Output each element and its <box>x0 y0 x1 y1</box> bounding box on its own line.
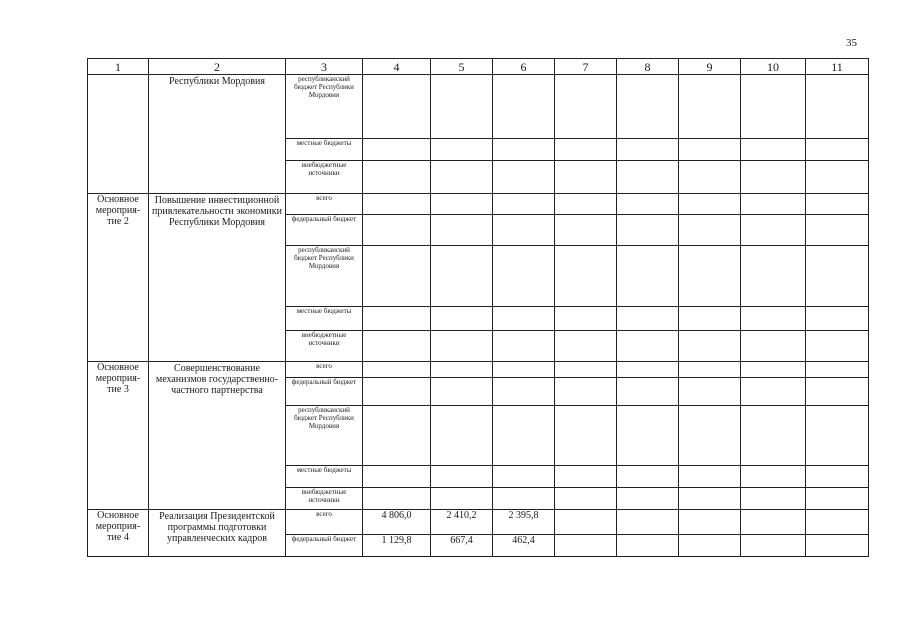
column-header: 10 <box>741 59 806 75</box>
funding-source-cell: республиканский бюджет Республики Мордовия <box>286 75 363 139</box>
value-cell <box>431 362 493 378</box>
event-name-cell: Повышение инвестиционной привлекательности экономики Республики Мордовия <box>149 194 286 362</box>
table-row <box>88 362 869 378</box>
value-cell <box>431 246 493 307</box>
value-cell <box>431 215 493 246</box>
funding-source-cell: федеральный бюджет <box>286 215 363 246</box>
value-cell <box>493 406 555 466</box>
column-header: 11 <box>806 59 869 75</box>
value-cell <box>363 215 431 246</box>
value-cell <box>493 488 555 510</box>
budget-table <box>87 58 869 557</box>
table-row <box>88 75 869 139</box>
value-cell <box>363 331 431 362</box>
value-cell <box>493 331 555 362</box>
event-name-cell: Республики Мордовия <box>149 75 286 194</box>
value-cell <box>493 466 555 488</box>
table-row <box>88 510 869 535</box>
value-cell <box>431 75 493 139</box>
value-cell <box>493 139 555 161</box>
funding-source-cell: местные бюджеты <box>286 307 363 331</box>
event-cell: Основное мероприя-тие 2 <box>88 194 149 362</box>
column-header: 8 <box>617 59 679 75</box>
value-cell <box>431 307 493 331</box>
funding-source-cell: местные бюджеты <box>286 466 363 488</box>
value-cell <box>363 194 431 215</box>
value-cell <box>363 139 431 161</box>
funding-source-cell: внебюджетные источники <box>286 488 363 510</box>
event-name-cell: Реализация Президентской программы подготовки управленческих кадров <box>149 510 286 557</box>
value-cell: 2 410,2 <box>431 510 493 535</box>
column-header: 6 <box>493 59 555 75</box>
value-cell: 462,4 <box>493 535 555 557</box>
value-cell <box>431 488 493 510</box>
column-header: 7 <box>555 59 617 75</box>
page-number: 35 <box>846 37 857 49</box>
funding-source-cell: всего <box>286 510 363 535</box>
value-cell <box>493 246 555 307</box>
value-cell <box>363 488 431 510</box>
funding-source-cell: республиканский бюджет Республики Мордовия <box>286 246 363 307</box>
column-header: 1 <box>88 59 149 75</box>
value-cell <box>493 194 555 215</box>
header-row <box>88 59 869 75</box>
column-header: 5 <box>431 59 493 75</box>
value-cell <box>431 139 493 161</box>
column-header: 9 <box>679 59 741 75</box>
funding-source-cell: всего <box>286 362 363 378</box>
value-cell <box>431 161 493 194</box>
funding-source-cell: федеральный бюджет <box>286 378 363 406</box>
value-cell <box>363 307 431 331</box>
value-cell <box>493 215 555 246</box>
value-cell <box>363 246 431 307</box>
value-cell <box>363 466 431 488</box>
value-cell <box>493 75 555 139</box>
value-cell <box>431 331 493 362</box>
value-cell <box>493 378 555 406</box>
value-cell <box>493 307 555 331</box>
column-header: 3 <box>286 59 363 75</box>
value-cell <box>363 161 431 194</box>
funding-source-cell: местные бюджеты <box>286 139 363 161</box>
value-cell <box>431 406 493 466</box>
funding-source-cell: внебюджетные источники <box>286 331 363 362</box>
column-header: 2 <box>149 59 286 75</box>
funding-source-cell: внебюджетные источники <box>286 161 363 194</box>
value-cell <box>493 362 555 378</box>
value-cell: 1 129,8 <box>363 535 431 557</box>
event-cell <box>88 75 149 194</box>
value-cell <box>363 75 431 139</box>
event-cell: Основное мероприя-тие 4 <box>88 510 149 557</box>
value-cell <box>363 406 431 466</box>
value-cell: 667,4 <box>431 535 493 557</box>
value-cell <box>363 362 431 378</box>
value-cell <box>363 378 431 406</box>
value-cell <box>431 378 493 406</box>
funding-source-cell: всего <box>286 194 363 215</box>
funding-source-cell: федеральный бюджет <box>286 535 363 557</box>
event-name-cell: Совершенствование механизмов государственно-частного партнерства <box>149 362 286 510</box>
value-cell <box>493 161 555 194</box>
value-cell: 4 806,0 <box>363 510 431 535</box>
event-cell: Основное мероприя-тие 3 <box>88 362 149 510</box>
column-header: 4 <box>363 59 431 75</box>
funding-source-cell: республиканский бюджет Республики Мордовия <box>286 406 363 466</box>
value-cell <box>431 466 493 488</box>
value-cell: 2 395,8 <box>493 510 555 535</box>
table-row <box>88 194 869 215</box>
value-cell <box>431 194 493 215</box>
